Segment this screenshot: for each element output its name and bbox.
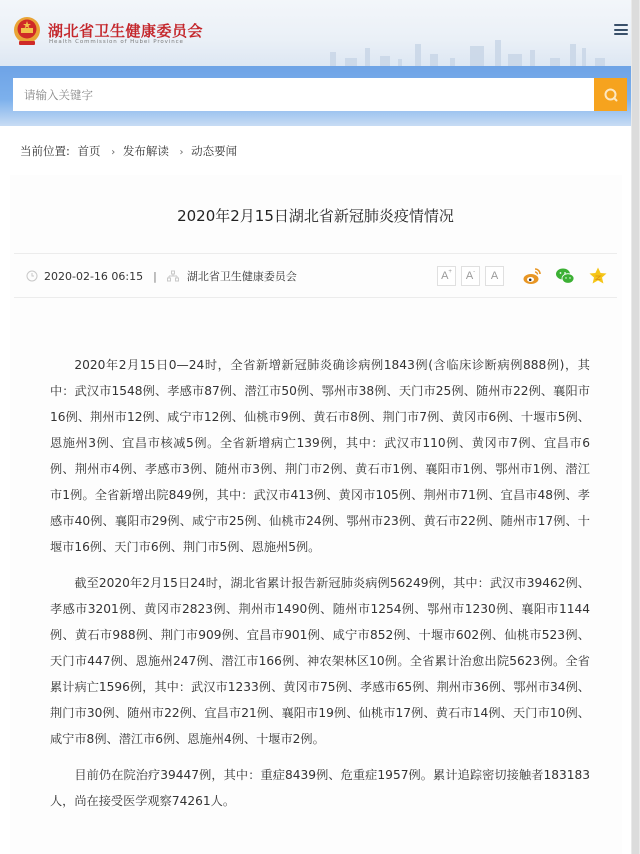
search-button[interactable]: [594, 78, 627, 111]
search-bar: [0, 66, 631, 126]
scrollbar[interactable]: [631, 0, 640, 854]
site-name-en: Health Commission of Hubei Province: [49, 39, 184, 45]
breadcrumb-news[interactable]: 动态要闻: [191, 144, 238, 158]
clock-icon: [26, 270, 38, 282]
article-meta: [14, 253, 617, 298]
font-size-controls: [437, 266, 504, 286]
article-paragraph: 目前仍在院治疗39447例，其中：重症8439例、危重症1957例。累计追踪密切接触者183183人，尚在接受医学观察74261人。: [50, 768, 590, 808]
article-body: [50, 352, 590, 824]
breadcrumb-label: 当前位置:: [20, 144, 70, 158]
wechat-icon[interactable]: [555, 266, 575, 286]
scrollbar-thumb[interactable]: [632, 0, 639, 854]
share-buttons: [522, 266, 608, 286]
hamburger-menu-icon[interactable]: [614, 24, 628, 35]
favorite-star-icon[interactable]: [588, 266, 608, 286]
search-icon: [603, 87, 619, 103]
font-decrease-button[interactable]: A-: [461, 266, 480, 286]
font-reset-button[interactable]: A: [485, 266, 504, 286]
article-paragraph: 2020年2月15日0—24时，全省新增新冠肺炎确诊病例1843例(含临床诊断病例888例)，其中：武汉市1548例、孝感市87例、潜江市50例、鄂州市38例、天门市25例、随州市22例、襄阳市16例、荆州市12例、咸宁市12例、仙桃市9例、黄石市8例、荆门市7例、黄冈市6例、十堰市5例、恩施州3例、宜昌市核减5例。全省新增病亡139例，其中：武汉市110例、黄冈市7例、宜昌市6例、荆州市4例、孝感市3例、随州市3例、荆门市2例、黄石市1例、襄阳市1例、鄂州市1例、潜江市1例。全省新增出院849例，其中：武汉市413例、黄冈市105例、荆州市71例、宜昌市48例、孝感市40例、襄阳市29例、咸宁市25例、仙桃市24例、鄂州市23例、黄石市22例、随州市17例、十堰市16例、天门市6例、荆门市5例、恩施州5例。: [50, 358, 590, 554]
article-title: 2020年2月15日湖北省新冠肺炎疫情情况: [177, 207, 454, 225]
organization-icon: [167, 270, 179, 282]
font-increase-button[interactable]: A+: [437, 266, 456, 286]
national-emblem-icon: [12, 15, 42, 49]
meta-separator: |: [153, 269, 157, 283]
site-name-cn: 湖北省卫生健康委员会: [48, 22, 204, 40]
article-source: 湖北省卫生健康委员会: [186, 270, 297, 283]
breadcrumb: [20, 143, 241, 159]
weibo-icon[interactable]: [522, 266, 542, 286]
site-header: [0, 0, 631, 66]
search-input[interactable]: [13, 78, 594, 111]
skyline-decoration: [150, 36, 620, 66]
breadcrumb-home[interactable]: 首页: [77, 144, 101, 158]
publish-datetime: 2020-02-16 06:15: [44, 269, 144, 283]
chevron-right-icon: ›: [111, 147, 116, 158]
breadcrumb-release[interactable]: 发布解读: [122, 144, 169, 158]
article-paragraph: 截至2020年2月15日24时，湖北省累计报告新冠肺炎病例56249例，其中：武汉市39462例、孝感市3201例、黄冈市2823例、荆州市1490例、随州市1254例、鄂州市1230例、襄阳市1144例、黄石市988例、荆门市909例、宜昌市901例、咸宁市852例、十堰市602例、仙桃市523例、天门市447例、恩施州247例、潜江市166例、神农架林区10例。全省累计治愈出院5623例。全省累计病亡1596例，其中：武汉市1233例、黄冈市75例、孝感市65例、荆州市36例、鄂州市34例、荆门市30例、随州市22例、宜昌市21例、襄阳市19例、仙桃市17例、黄石市14例、天门市10例、咸宁市8例、潜江市6例、恩施州4例、十堰市2例。: [50, 576, 590, 746]
chevron-right-icon: ›: [179, 147, 184, 158]
